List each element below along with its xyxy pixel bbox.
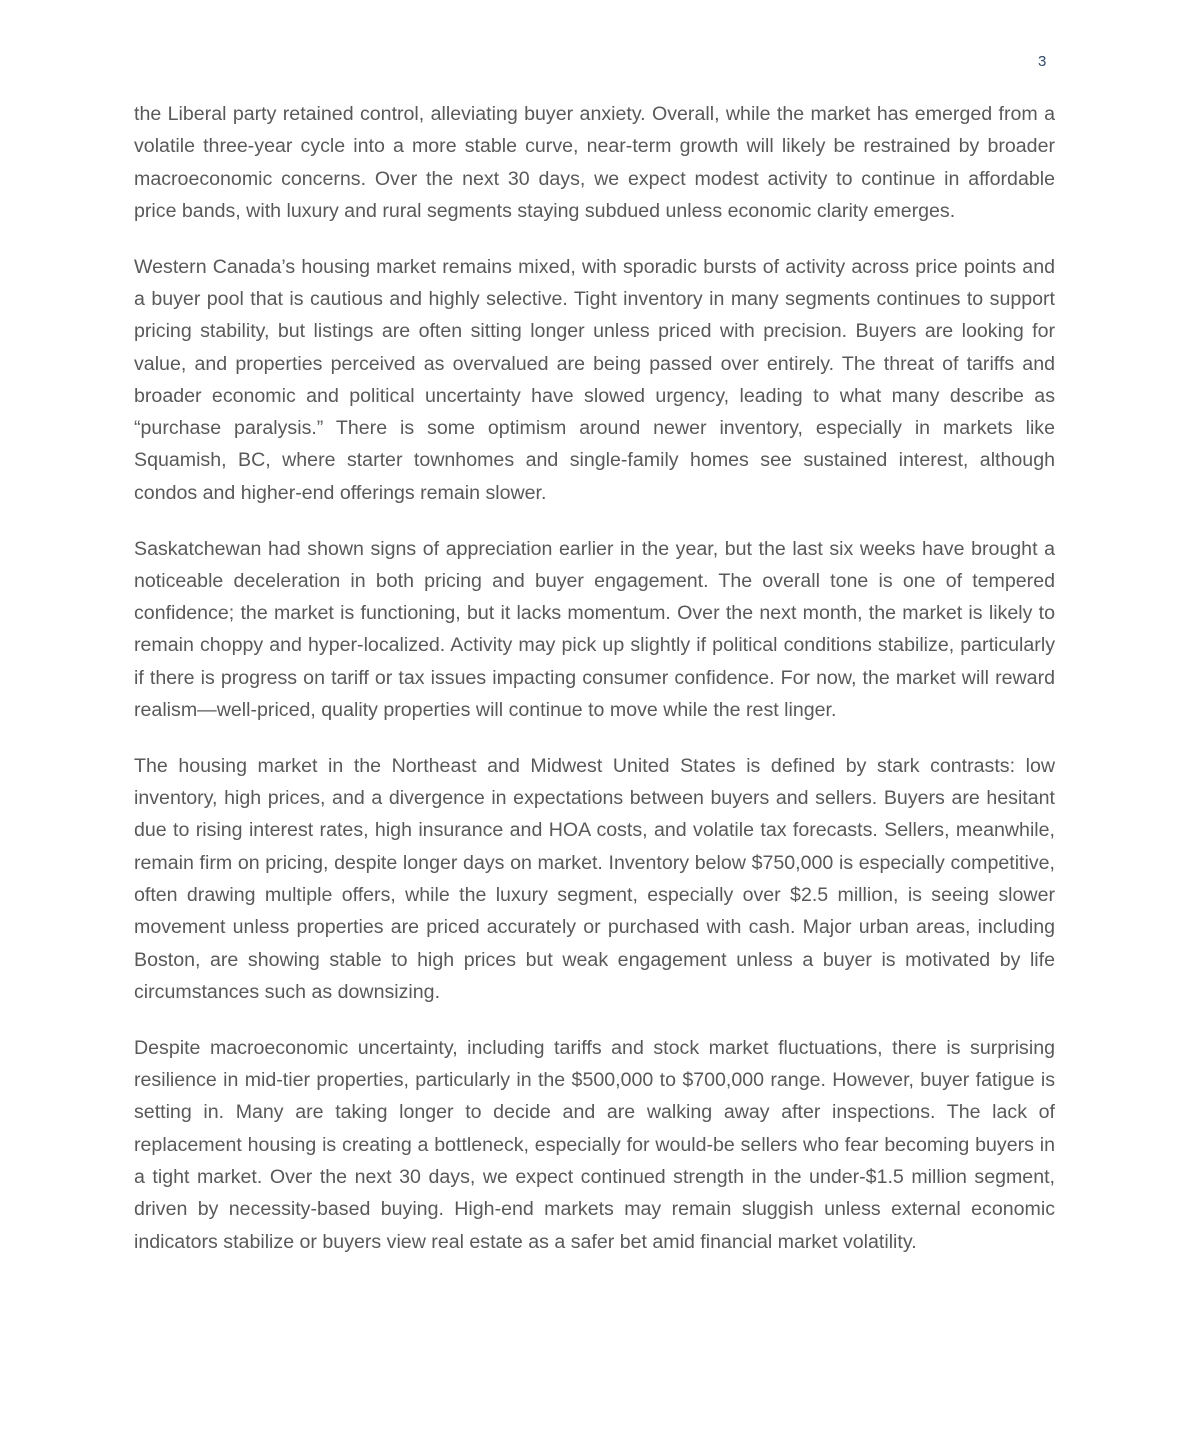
document-body — [134, 98, 1055, 1281]
paragraph-liberal-party-outlook: the Liberal party retained control, alleviating buyer anxiety. Overall, while the market has emerged from a volatile three-year cycle into a more stable curve, near-term growth will likely be restrained by broader macroeconomic concerns. Over the next 30 days, we expect modest activity to continue in affordable price bands, with luxury and rural segments staying subdued unless economic clarity emerges. — [134, 103, 1055, 222]
paragraph-saskatchewan: Saskatchewan had shown signs of appreciation earlier in the year, but the last six weeks have brought a noticeable deceleration in both pricing and buyer engagement. The overall tone is one of tempered confidence; the market is functioning, but it lacks momentum. Over the next month, the market is likely to remain choppy and hyper-localized. Activity may pick up slightly if political conditions stabilize, particularly if there is progress on tariff or tax issues impacting consumer confidence. For now, the market will reward realism—well-priced, quality properties will continue to move while the rest linger. — [134, 537, 1055, 722]
page-number: 3 — [1038, 53, 1047, 70]
paragraph-western-canada: Western Canada’s housing market remains mixed, with sporadic bursts of activity across price points and a buyer pool that is cautious and highly selective. Tight inventory in many segments continues to support pricing stability, but listings are often sitting longer unless priced with precision. Buyers are looking for value, and properties perceived as overvalued are being passed over entirely. The threat of tariffs and broader economic and political uncertainty have slowed urgency, leading to what many describe as “purchase paralysis.” There is some optimism around newer inventory, especially in markets like Squamish, BC, where starter townhomes and single-family homes see sustained interest, although condos and higher-end offerings remain slower. — [134, 255, 1055, 504]
paragraph-northeast-midwest-us: The housing market in the Northeast and Midwest United States is defined by stark contrasts: low inventory, high prices, and a divergence in expectations between buyers and sellers. Buyers are hesitant due to rising interest rates, high insurance and HOA costs, and volatile tax forecasts. Sellers, meanwhile, remain firm on pricing, despite longer days on market. Inventory below $750,000 is especially competitive, often drawing multiple offers, while the luxury segment, especially over $2.5 million, is seeing slower movement unless properties are priced accurately or purchased with cash. Major urban areas, including Boston, are showing stable to high prices but weak engagement unless a buyer is motivated by life circumstances such as downsizing. — [134, 754, 1055, 1003]
paragraph-mid-tier-resilience: Despite macroeconomic uncertainty, including tariffs and stock market fluctuations, there is surprising resilience in mid-tier properties, particularly in the $500,000 to $700,000 range. However, buyer fatigue is setting in. Many are taking longer to decide and are walking away after inspections. The lack of replacement housing is creating a bottleneck, especially for would-be sellers who fear becoming buyers in a tight market. Over the next 30 days, we expect continued strength in the under-$1.5 million segment, driven by necessity-based buying. High-end markets may remain sluggish unless external economic indicators stabilize or buyers view real estate as a safer bet amid financial market volatility. — [134, 1036, 1055, 1253]
